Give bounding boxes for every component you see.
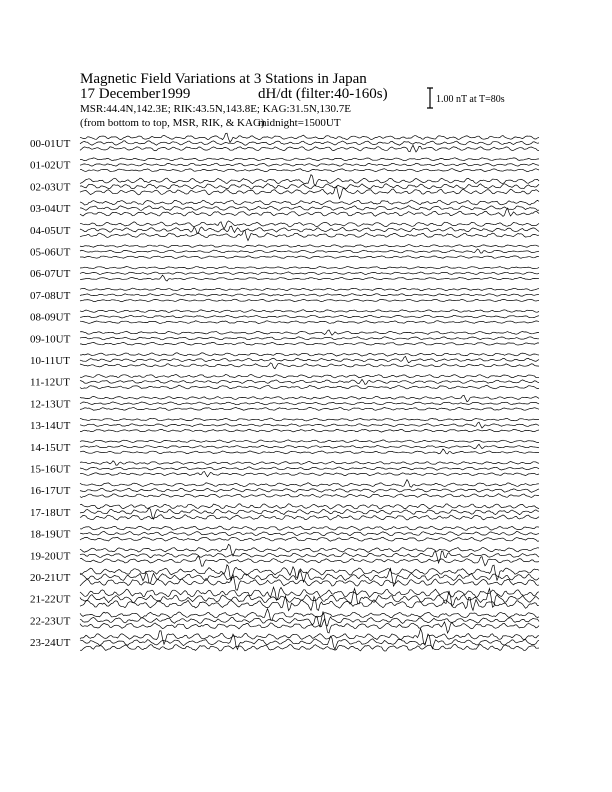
trace-KAG-11-12UT: [80, 375, 539, 378]
trace-MSR-03-04UT: [80, 208, 539, 216]
row-label-06-07UT: 06-07UT: [30, 268, 71, 281]
row-label-11-12UT: 11-12UT: [30, 376, 70, 389]
row-label-18-19UT: 18-19UT: [30, 528, 71, 541]
trace-MSR-14-15UT: [80, 449, 539, 454]
row-label-17-18UT: 17-18UT: [30, 506, 71, 519]
trace-RIK-22-23UT: [80, 612, 539, 627]
row-label-02-03UT: 02-03UT: [30, 181, 71, 194]
trace-MSR-17-18UT: [80, 515, 539, 520]
trace-RIK-12-13UT: [80, 402, 539, 405]
row-label-09-10UT: 09-10UT: [30, 333, 71, 346]
row-label-01-02UT: 01-02UT: [30, 159, 71, 172]
row-label-03-04UT: 03-04UT: [30, 203, 71, 216]
trace-KAG-04-05UT: [80, 221, 539, 229]
trace-RIK-07-08UT: [80, 294, 539, 296]
trace-KAG-07-08UT: [80, 288, 539, 291]
trace-KAG-08-09UT: [80, 310, 539, 313]
trace-MSR-08-09UT: [80, 321, 539, 324]
trace-MSR-13-14UT: [80, 429, 539, 432]
scale-bar: [427, 88, 433, 108]
station-coordinates: MSR:44.4N,142.3E; RIK:43.5N,143.8E; KAG:31.5N,130.7E: [80, 103, 352, 115]
trace-KAG-09-10UT: [80, 330, 539, 335]
row-label-08-09UT: 08-09UT: [30, 311, 71, 324]
row-label-15-16UT: 15-16UT: [30, 463, 71, 476]
trace-RIK-23-24UT: [80, 634, 539, 649]
row-label-19-20UT: 19-20UT: [30, 550, 71, 563]
trace-RIK-08-09UT: [80, 315, 539, 318]
trace-RIK-14-15UT: [80, 444, 539, 449]
trace-RIK-03-04UT: [80, 206, 539, 211]
row-label-21-22UT: 21-22UT: [30, 593, 71, 606]
trace-RIK-02-03UT: [80, 184, 539, 190]
trace-KAG-16-17UT: [80, 480, 539, 488]
row-label-07-08UT: 07-08UT: [30, 289, 71, 302]
trace-RIK-16-17UT: [80, 488, 539, 492]
trace-KAG-02-03UT: [80, 175, 539, 186]
station-order-note: (from bottom to top, MSR, RIK, & KAG): [80, 117, 265, 129]
row-label-10-11UT: 10-11UT: [30, 355, 70, 367]
trace-MSR-10-11UT: [80, 363, 539, 369]
row-label-16-17UT: 16-17UT: [30, 485, 71, 498]
trace-RIK-10-11UT: [80, 356, 539, 362]
trace-MSR-18-19UT: [80, 537, 539, 541]
trace-KAG-10-11UT: [80, 353, 539, 356]
trace-MSR-05-06UT: [80, 256, 539, 259]
trace-RIK-09-10UT: [80, 337, 539, 340]
trace-RIK-13-14UT: [80, 422, 539, 428]
trace-MSR-19-20UT: [80, 556, 539, 566]
row-label-23-24UT: 23-24UT: [30, 637, 71, 650]
trace-KAG-12-13UT: [80, 395, 539, 401]
row-label-12-13UT: 12-13UT: [30, 398, 71, 411]
trace-KAG-06-07UT: [80, 267, 539, 269]
trace-MSR-23-24UT: [80, 644, 539, 651]
trace-RIK-11-12UT: [80, 379, 539, 384]
trace-RIK-01-02UT: [80, 163, 539, 166]
trace-MSR-00-01UT: [80, 145, 539, 152]
trace-KAG-14-15UT: [80, 440, 539, 443]
row-label-00-01UT: 00-01UT: [30, 138, 71, 150]
scale-bar-label: 1.00 nT at T=80s: [436, 94, 505, 105]
chart-quantity-filter: dH/dt (filter:40-160s): [258, 86, 388, 102]
trace-MSR-15-16UT: [80, 472, 539, 477]
trace-RIK-04-05UT: [80, 226, 539, 233]
trace-RIK-18-19UT: [80, 531, 539, 535]
trace-RIK-15-16UT: [80, 467, 539, 470]
trace-MSR-09-10UT: [80, 342, 539, 345]
trace-KAG-22-23UT: [80, 609, 539, 621]
trace-KAG-15-16UT: [80, 461, 539, 465]
trace-MSR-16-17UT: [80, 494, 539, 498]
trace-MSR-21-22UT: [80, 596, 539, 611]
chart-title: Magnetic Field Variations at 3 Stations in Japan: [80, 71, 367, 87]
chart-date: 17 December1999: [80, 86, 191, 102]
midnight-note: midnight=1500UT: [258, 117, 341, 129]
trace-KAG-18-19UT: [80, 526, 539, 530]
trace-KAG-13-14UT: [80, 418, 539, 421]
row-label-04-05UT: 04-05UT: [30, 224, 71, 237]
trace-MSR-04-05UT: [80, 230, 539, 240]
trace-KAG-23-24UT: [80, 629, 539, 645]
row-label-05-06UT: 05-06UT: [30, 246, 71, 259]
row-label-13-14UT: 13-14UT: [30, 420, 71, 433]
trace-RIK-05-06UT: [80, 249, 539, 253]
trace-KAG-01-02UT: [80, 158, 539, 161]
trace-MSR-11-12UT: [80, 385, 539, 389]
trace-RIK-00-01UT: [80, 141, 539, 146]
trace-MSR-01-02UT: [80, 169, 539, 172]
trace-RIK-06-07UT: [80, 272, 539, 275]
trace-rows: [30, 133, 539, 651]
trace-MSR-07-08UT: [80, 299, 539, 302]
row-label-14-15UT: 14-15UT: [30, 441, 71, 454]
trace-MSR-12-13UT: [80, 407, 539, 410]
trace-KAG-03-04UT: [80, 200, 539, 205]
trace-MSR-06-07UT: [80, 275, 539, 281]
row-label-22-23UT: 22-23UT: [30, 615, 71, 628]
trace-KAG-05-06UT: [80, 245, 539, 248]
row-label-20-21UT: 20-21UT: [30, 572, 71, 584]
